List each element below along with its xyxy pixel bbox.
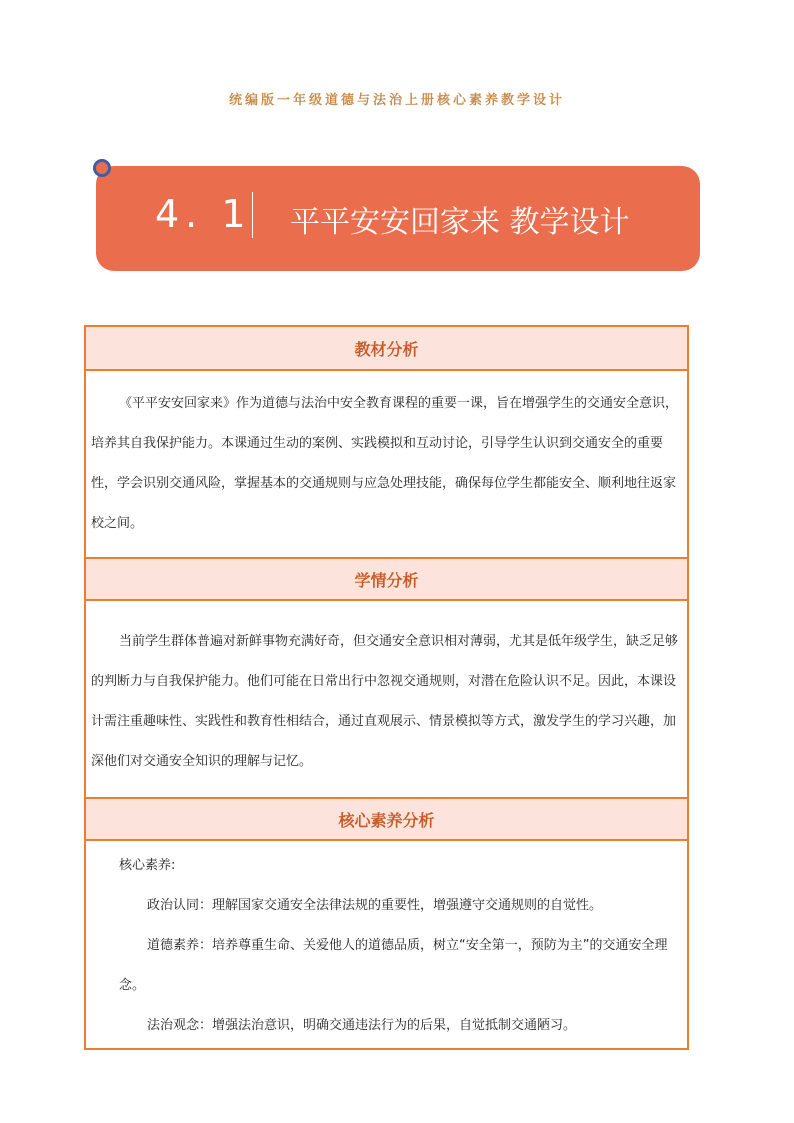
section-heading-core: 核心素养分析 — [86, 797, 687, 839]
section-heading-textbook: 教材分析 — [86, 327, 687, 369]
lesson-title: 平平安安回家来 教学设计 — [290, 205, 630, 240]
page-header: 统编版一年级道德与法治上册核心素养教学设计 — [228, 93, 565, 108]
banner-separator — [252, 192, 253, 238]
lesson-number: 4. 1 — [155, 192, 252, 236]
design-table — [84, 325, 689, 1050]
students-paragraph: 当前学生群体普遍对新鲜事物充满好奇，但交通安全意识相对薄弱，尤其是低年级学生，缺乏足够的判断力与自我保护能力。他们可能在日常出行中忽视交通规则，对潜在危险认识不足。因此，本课设计需注重趣味性、实践性和教育性相结合，通过直观展示、情景模拟等方式，激发学生的学习兴趣，加深他们对交通安全知识的理解与记忆。 — [91, 634, 679, 769]
section-body-textbook — [86, 369, 687, 557]
banner-dot-decoration — [93, 159, 111, 177]
core-item-law: 法治观念：增强法治意识，明确交通违法行为的后果，自觉抵制交通陋习。 — [147, 1018, 577, 1033]
section-heading-students: 学情分析 — [86, 557, 687, 599]
section-body-core — [86, 839, 687, 1048]
core-item-moral: 道德素养：培养尊重生命、关爱他人的道德品质，树立“安全第一，预防为主”的交通安全理念。 — [119, 938, 668, 993]
core-intro: 核心素养: — [119, 858, 176, 873]
core-item-political: 政治认同：理解国家交通安全法律法规的重要性，增强遵守交通规则的自觉性。 — [147, 898, 603, 913]
textbook-paragraph: 《平平安安回家来》作为道德与法治中安全教育课程的重要一课，旨在增强学生的交通安全意识，培养其自我保护能力。本课通过生动的案例、实践模拟和互动讨论，引导学生认识到交通安全的重要性，学会识别交通风险，掌握基本的交通规则与应急处理技能，确保每位学生都能安全、顺利地往返家校之间。 — [91, 396, 679, 531]
section-body-students — [86, 599, 687, 797]
